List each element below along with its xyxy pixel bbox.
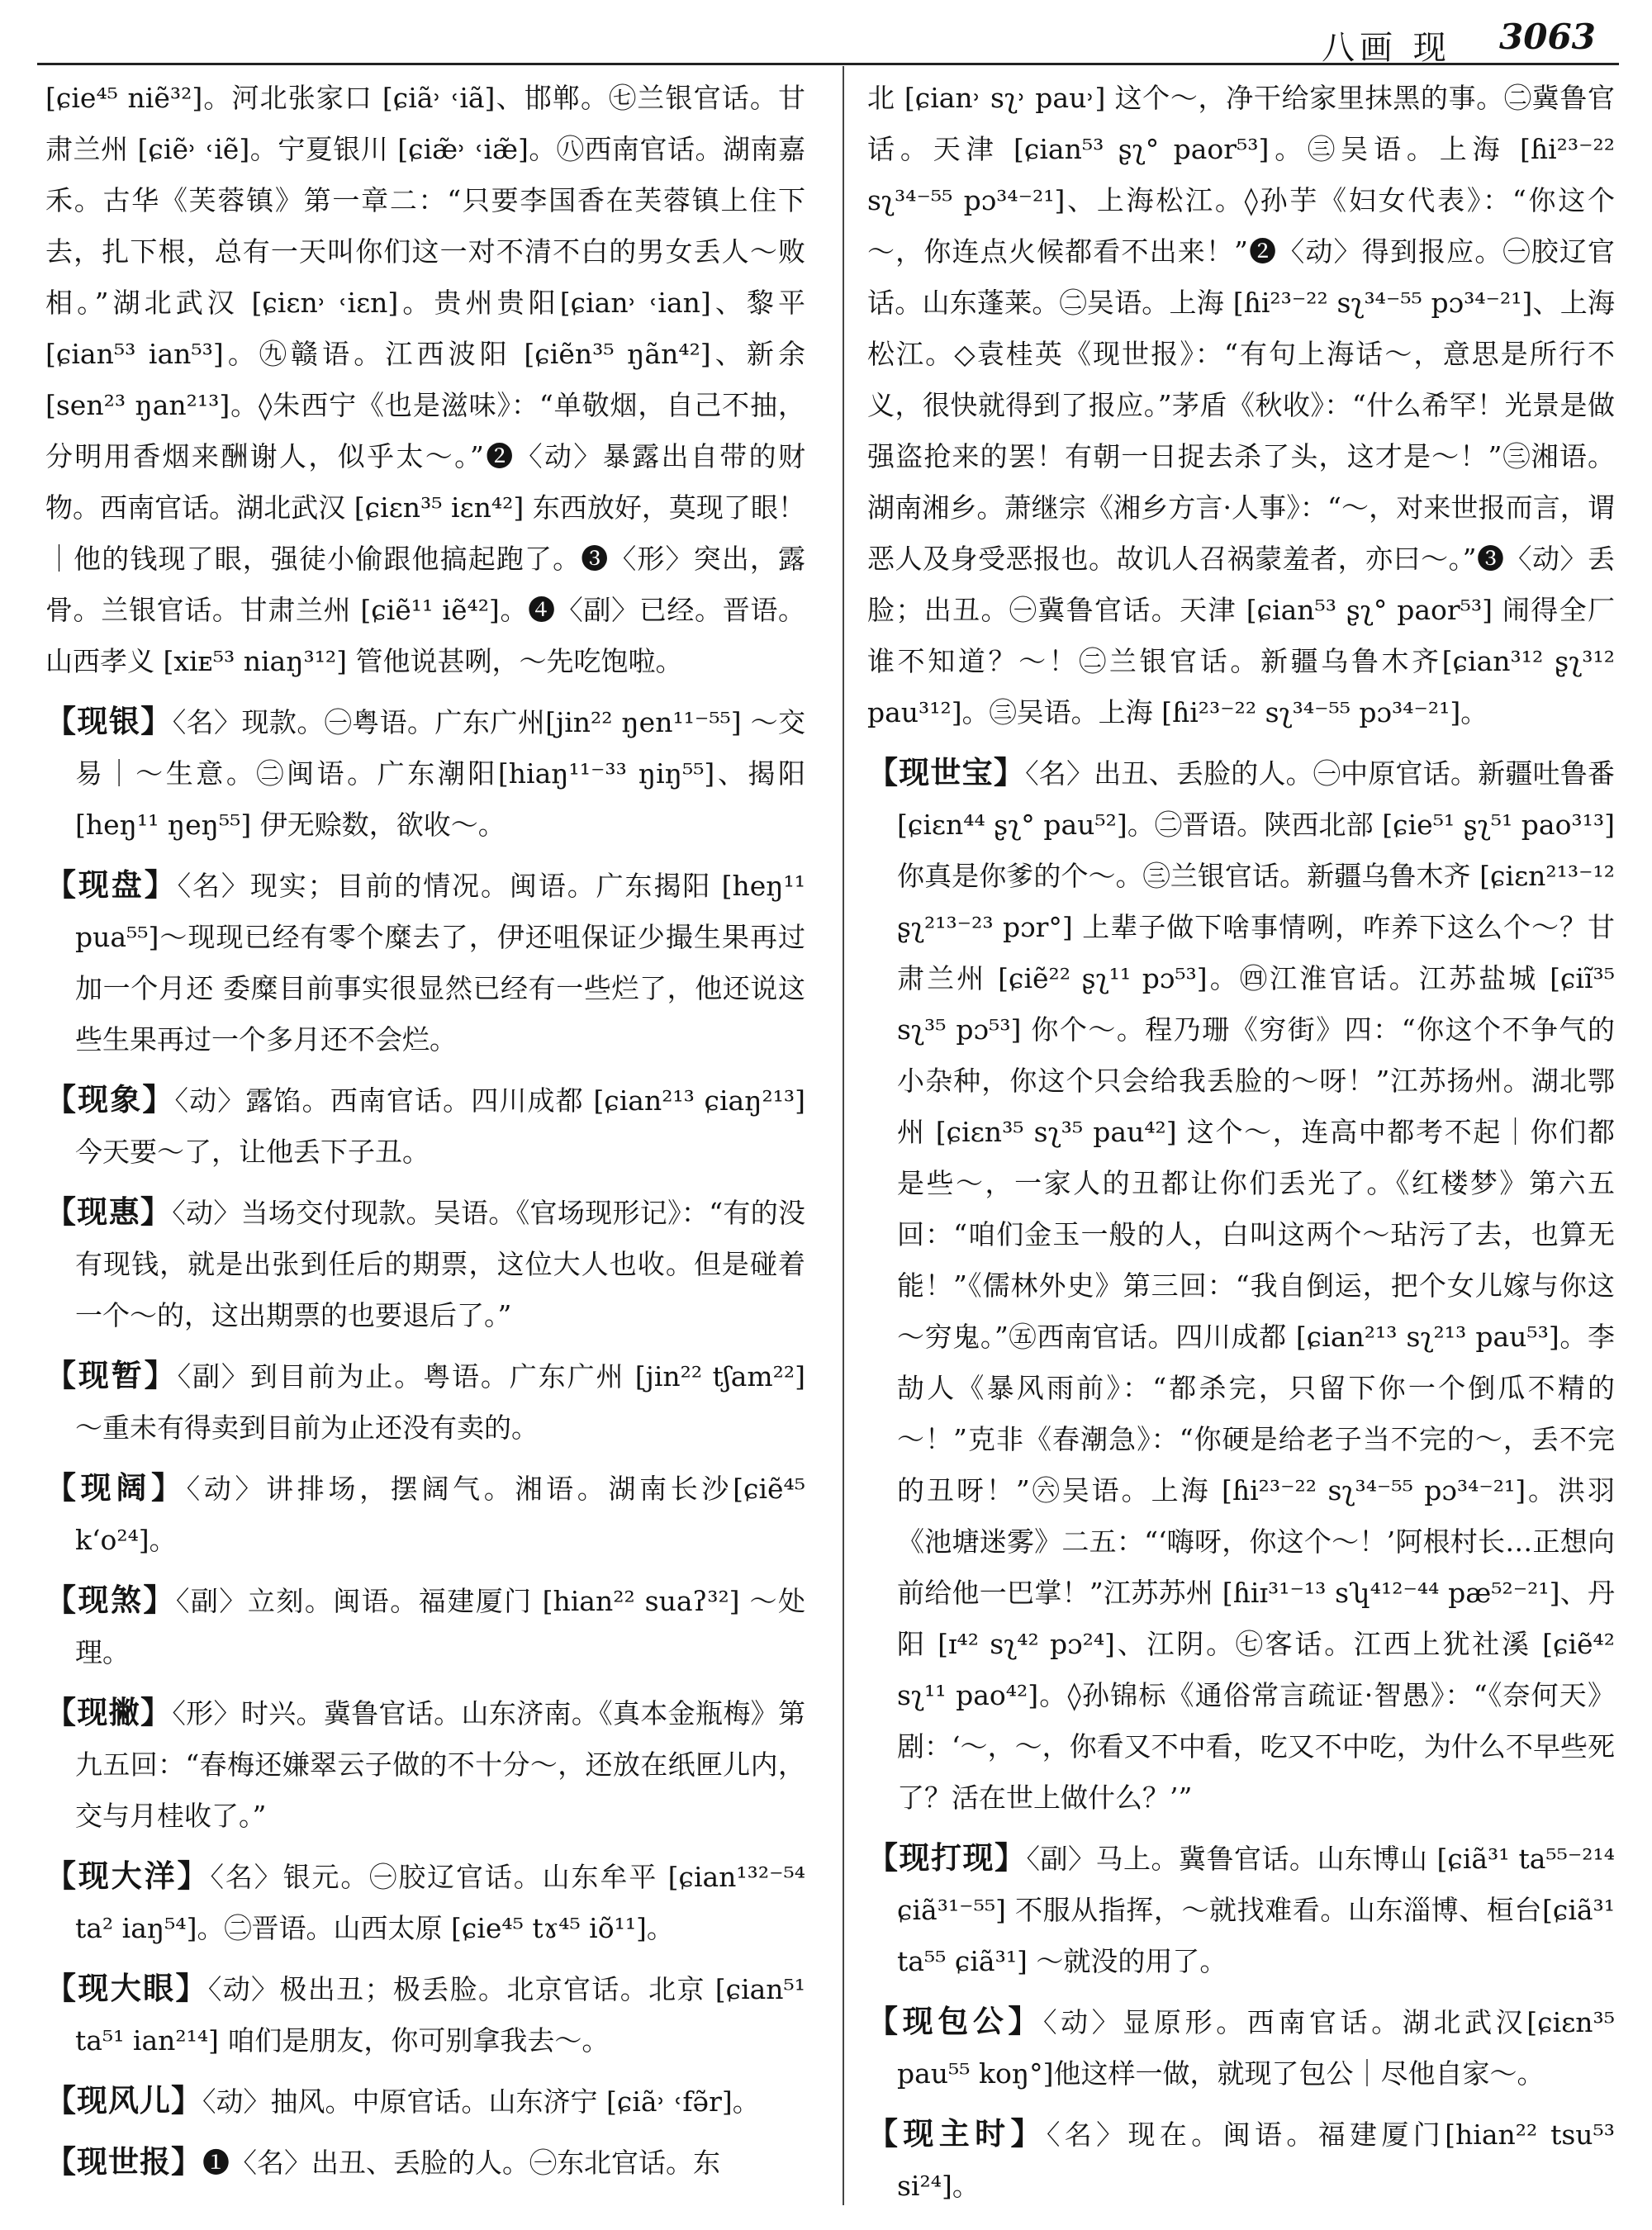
entry-text: 〈名〉现实；目前的情况。闽语。广东揭阳 [heŋ¹¹ pua⁵⁵]～现现已经有零个糜去了，伊还咀保证少撮生果再过加一个月还 委糜目前事实很显然已经有一些烂了，他还说这些生果再过一个多月还不会烂。 <box>75 870 806 1056</box>
entry-headword: 【现惠】 <box>45 1193 173 1230</box>
header-rule <box>37 63 1619 65</box>
entry-text: 〈动〉当场交付现款。吴语。《官场现形记》：“有的没有现钱，就是出张到任后的期票，这位大人也收。但是碰着一个～的，这出期票的也要退后了。” <box>75 1197 805 1331</box>
dictionary-entry <box>45 1962 805 2066</box>
page-header <box>0 0 1652 67</box>
entry-text: 〈名〉出丑、丢脸的人。㊀中原官话。新疆吐鲁番 [ɕiɛn⁴⁴ ʂʅ° pau⁵²]。㊁晋语。陕西北部 [ɕie⁵¹ ʂʅ⁵¹ pao³¹³] 你真是你爹的个～。㊂兰银官话。新疆乌鲁木齐 [ɕiɛn²¹³⁻¹² ʂʅ²¹³⁻²³ pɔr°] 上辈子做下啥事情咧，咋养下这么个～？甘肃兰州 [ɕiẽ²² ʂʅ¹¹ pɔ⁵³]。㊃江淮官话。江苏盐城 [ɕiĩ³⁵ sʅ³⁵ pɔ⁵³] 你个～。程乃珊《穷街》四：“你这个不争气的小杂种，你这个只会给我丢脸的～呀！”江苏扬州。湖北鄂州 [ɕiɛn³⁵ sʅ³⁵ pau⁴²] 这个～，连高中都考不起｜你们都是些～，一家人的丑都让你们丢光了。《红楼梦》第六五回：“咱们金玉一般的人，白叫这两个～玷污了去，也算无能！”《儒林外史》第三回：“我自倒运，把个女儿嫁与你这～穷鬼。”㊄西南官话。四川成都 [ɕian²¹³ sʅ²¹³ pau⁵³]。李劼人《暴风雨前》：“都杀完，只留下你一个倒瓜不精的～！”克非《春潮急》：“你硬是给老子当不完的～，丢不完的丑呀！”㊅吴语。上海 [ɦi²³⁻²² sʅ³⁴⁻⁵⁵ pɔ³⁴⁻²¹]。洪羽《池塘迷雾》二五：“‘嗨呀，你这个～！’阿根村长…正想向前给他一巴掌！”江苏苏州 [ɦiɪ³¹⁻¹³ sʮ⁴¹²⁻⁴⁴ pæ⁵²⁻²¹]、丹阳 [ɪ⁴² sʅ⁴² pɔ²⁴]、江阴。㊆客话。江西上犹社溪 [ɕiẽ⁴² sʅ¹¹ pao⁴²]。◊孙锦标《通俗常言疏证·智愚》：“《奈何天》剧：‘～，～，你看又不中看，吃又不中吃，为什么不早些死了？活在世上做什么？’” <box>897 757 1616 1814</box>
entry-headword: 【现阔】 <box>45 1469 187 1506</box>
entry-text: 北 [ɕian˒ sʅ˒ pau˒] 这个～，净干给家里抹黑的事。㊁冀鲁官话。天津 [ɕian⁵³ ʂʅ° paor⁵³]。㊂吴语。上海 [ɦi²³⁻²² sʅ³⁴⁻⁵⁵ pɔ³⁴⁻²¹]、上海松江。◊孙芋《妇女代表》：“你这个～，你连点火候都看不出来！”❷〈动〉得到报应。㊀胶辽官话。山东蓬莱。㊁吴语。上海 [ɦi²³⁻²² sʅ³⁴⁻⁵⁵ pɔ³⁴⁻²¹]、上海松江。◇袁桂英《现世报》：“有句上海话～，意思是所行不义，很快就得到了报应。”茅盾《秋收》：“什么希罕！光景是做强盗抢来的罢！有朝一日捉去杀了头，这才是～！”㊂湘语。湖南湘乡。萧继宗《湘乡方言·人事》：“～，对来世报而言，谓恶人及身受恶报也。故讥人召祸蒙羞者，亦曰～。”❸〈动〉丢脸；出丑。㊀冀鲁官话。天津 [ɕian⁵³ ʂʅ° paor⁵³] 闹得全厂谁不知道？～！㊁兰银官话。新疆乌鲁木齐[ɕian³¹² ʂʅ³¹² pau³¹²]。㊂吴语。上海 [ɦi²³⁻²² sʅ³⁴⁻⁵⁵ pɔ³⁴⁻²¹]。 <box>867 82 1615 728</box>
entry-text: 〈动〉抽风。中原官话。山东济宁 [ɕiã˒ ˓fə̃r]。 <box>202 2085 760 2118</box>
section-title: 八画 现 <box>1322 29 1451 67</box>
entry-text: 〈副〉立刻。闽语。福建厦门 [hian²² suaʔ³²] ～处理。 <box>75 1585 805 1668</box>
dictionary-entry <box>45 1186 805 1341</box>
entry-headword: 【现世宝】 <box>867 754 1026 790</box>
entry-headword: 【现包公】 <box>867 2003 1044 2039</box>
entry-text: 〈动〉极出丑；极丢脸。北京官话。北京 [ɕian⁵¹ ta⁵¹ ian²¹⁴] 咱们是朋友，你可别拿我去～。 <box>75 1973 806 2057</box>
left-column <box>45 71 805 2197</box>
dictionary-entry <box>45 1074 805 1178</box>
dictionary-entry <box>867 1995 1615 2100</box>
entry-headword: 【现风儿】 <box>45 2082 202 2118</box>
entry-text: 〈动〉露馅。西南官话。四川成都 [ɕian²¹³ ɕiaŋ²¹³] 今天要～了，让他丢下子丑。 <box>75 1084 806 1168</box>
entry-text: [ɕie⁴⁵ niẽ³²]。河北张家口 [ɕiã˒ ˓iã]、邯郸。㊆兰银官话。甘肃兰州 [ɕiẽ˒ ˓iẽ]。宁夏银川 [ɕiæ̃˒ ˓iæ̃]。㊇西南官话。湖南嘉禾。古华《芙蓉镇》第一章二：“只要李国香在芙蓉镇上住下去，扎下根，总有一天叫你们这一对不清不白的男女丢人～败相。”湖北武汉 [ɕiɛn˒ ˓iɛn]。贵州贵阳[ɕian˒ ˓ian]、黎平 [ɕian⁵³ ian⁵³]。㊈赣语。江西波阳 [ɕiẽn³⁵ ŋãn⁴²]、新余 [sen²³ ŋan²¹³]。◊朱西宁《也是滋味》：“单敬烟，自己不抽，分明用香烟来酬谢人，似乎太～。”❷〈动〉暴露出自带的财物。西南官话。湖北武汉 [ɕiɛn³⁵ iɛn⁴²] 东西放好，莫现了眼！｜他的钱现了眼，强徒小偷跟他搞起跑了。❸〈形〉突出，露骨。兰银官话。甘肃兰州 [ɕiẽ¹¹ iẽ⁴²]。❹〈副〉已经。晋语。山西孝义 [xiᴇ⁵³ niaŋ³¹²] 管他说甚咧，～先吃饱啦。 <box>45 82 805 677</box>
entry-text: 〈动〉显原形。西南官话。湖北武汉[ɕiɛn³⁵ pau⁵⁵ koŋ°]他这样一做，就现了包公｜尽他自家～。 <box>897 2006 1616 2090</box>
entry-text: 〈名〉现在。闽语。福建厦门[hian²² tsu⁵³ si²⁴]。 <box>897 2118 1616 2202</box>
column-divider <box>843 66 844 2205</box>
dictionary-entry <box>45 1687 805 1842</box>
dictionary-entry <box>45 1462 805 1566</box>
entry-text: 〈形〉时兴。冀鲁官话。山东济南。《真本金瓶梅》第九五回：“春梅还嫌翠云子做的不十分～，还放在纸匣儿内，交与月桂收了。” <box>75 1697 806 1832</box>
entry-text: 〈动〉讲排场，摆阔气。湘语。湖南长沙[ɕiẽ⁴⁵ k‘o²⁴]。 <box>75 1473 805 1556</box>
dictionary-entry <box>867 747 1615 1824</box>
dictionary-entry <box>867 1832 1615 1987</box>
right-column <box>867 71 1615 2220</box>
entry-headword: 【现银】 <box>45 703 173 739</box>
entry-headword: 【现暂】 <box>45 1357 178 1393</box>
entry-headword: 【现打现】 <box>867 1839 1027 1876</box>
dictionary-entry <box>45 71 805 687</box>
entry-headword: 【现盘】 <box>45 866 178 903</box>
entry-text: ❶〈名〉出丑、丢脸的人。㊀东北官话。东 <box>202 2147 720 2179</box>
dictionary-entry <box>45 1350 805 1454</box>
entry-text: 〈副〉马上。冀鲁官话。山东博山 [ɕiã³¹ ta⁵⁵⁻²¹⁴ ɕiã³¹⁻⁵⁵] 不服从指挥，～就找难看。山东淄博、桓台[ɕiã³¹ ta⁵⁵ ɕiã³¹] ～就没的用了。 <box>897 1843 1615 1977</box>
dictionary-entry <box>45 1574 805 1678</box>
entry-text: 〈名〉银元。㊀胶辽官话。山东牟平 [ɕian¹³²⁻⁵⁴ ta² iaŋ⁵⁴]。㊁晋语。山西太原 [ɕie⁴⁵ tɤ⁴⁵ iõ¹¹]。 <box>75 1861 805 1944</box>
entry-headword: 【现象】 <box>45 1081 175 1117</box>
page-number: 3063 <box>1499 17 1596 57</box>
entry-headword: 【现大眼】 <box>45 1970 208 2006</box>
entry-headword: 【现主时】 <box>867 2115 1047 2152</box>
dictionary-entry <box>867 2108 1615 2212</box>
dictionary-entry <box>45 859 805 1065</box>
dictionary-entry <box>45 2075 805 2128</box>
entry-headword: 【现世报】 <box>45 2143 202 2180</box>
dictionary-entry <box>45 1850 805 1954</box>
dictionary-entry <box>867 71 1615 738</box>
dictionary-entry <box>45 2136 805 2189</box>
entry-headword: 【现撇】 <box>45 1694 173 1730</box>
entry-text: 〈副〉到目前为止。粤语。广东广州 [jin²² tʃam²²] ～重未有得卖到目前为止还没有卖的。 <box>75 1360 806 1444</box>
entry-text: 〈名〉现款。㊀粤语。广东广州[jin²² ŋen¹¹⁻⁵⁵] ～交易｜～生意。㊁闽语。广东潮阳[hiaŋ¹¹⁻³³ ŋiŋ⁵⁵]、揭阳 [heŋ¹¹ ŋeŋ⁵⁵] 伊无赊数，欲收～。 <box>75 706 805 841</box>
dictionary-entry <box>45 695 805 851</box>
entry-headword: 【现煞】 <box>45 1582 176 1618</box>
entry-headword: 【现大洋】 <box>45 1858 211 1894</box>
